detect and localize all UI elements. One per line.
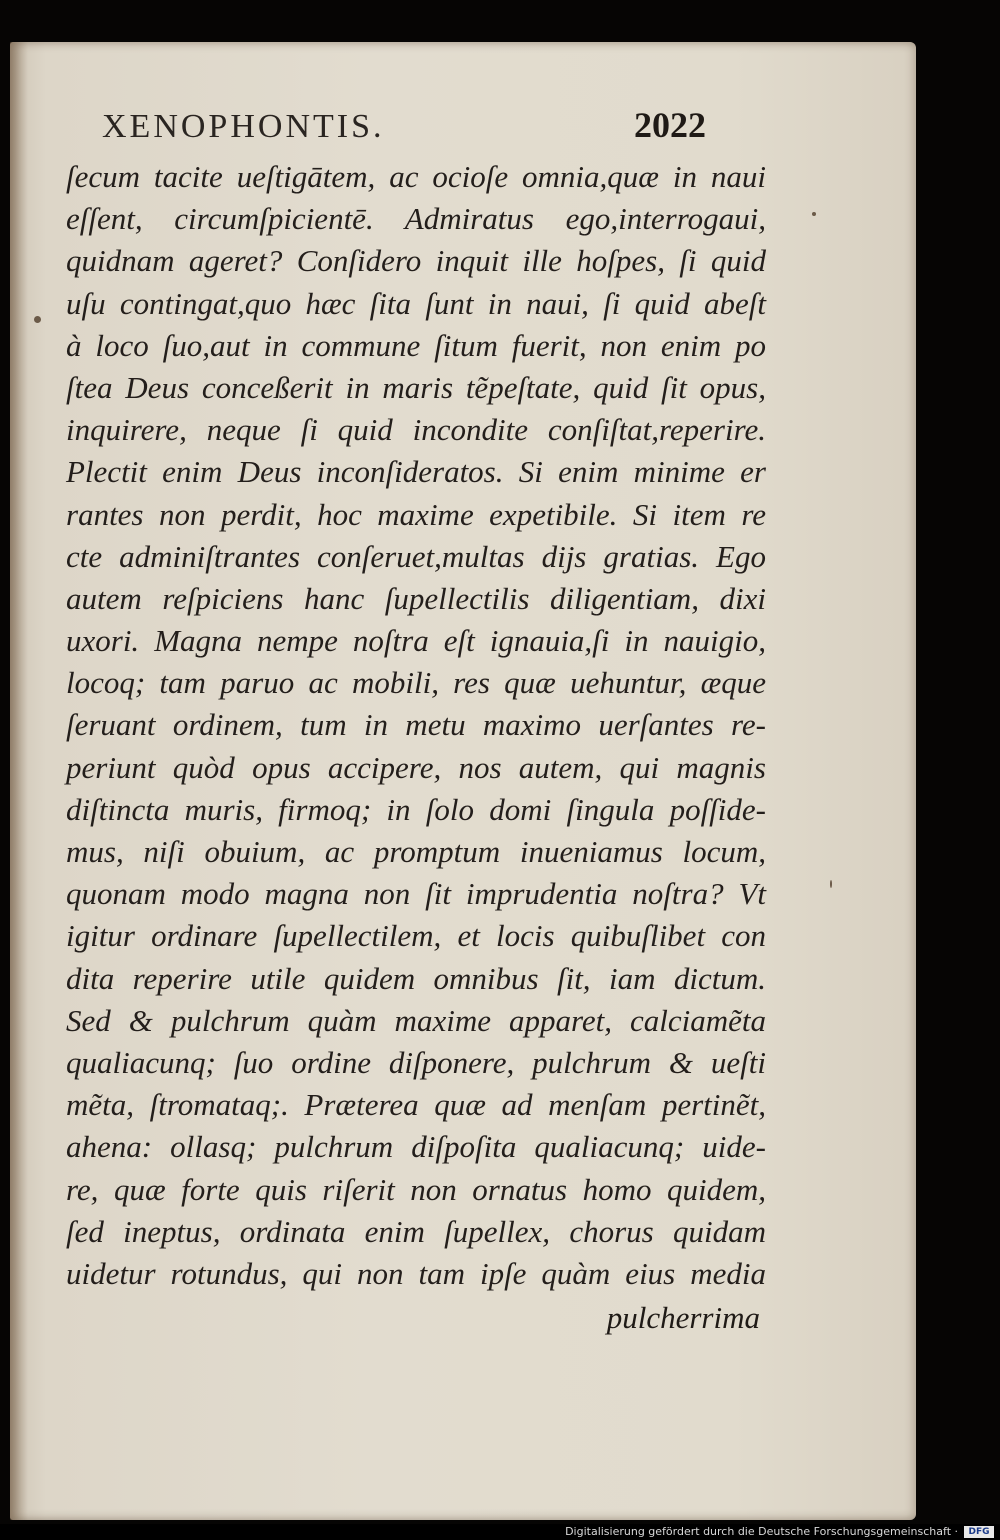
text-line: ſed ineptus, ordinata enim ſupellex, chorus quidam <box>66 1213 766 1249</box>
text-line: re, quæ forte quis riſerit non ornatus homo quidem, <box>66 1171 766 1207</box>
catchword-row <box>0 1300 760 1344</box>
text-line: qualiacunq; ſuo ordine diſponere, pulchrum & ueſti <box>66 1044 766 1080</box>
dfg-logo-icon: DFG <box>964 1526 994 1538</box>
running-head <box>0 105 1000 152</box>
text-line: eſſent, circumſpicientē. Admiratus ego,interrogaui, <box>66 201 766 237</box>
text-line: uidetur rotundus, qui non tam ipſe quàm eius media <box>66 1255 766 1291</box>
text-line: quonam modo magna non ſit imprudentia noſtra? Vt <box>66 876 766 912</box>
text-line: ſecum tacite ueſtigātem, ac ocioſe omnia,quæ in naui <box>66 159 766 194</box>
page-number: 2022 <box>634 105 706 145</box>
paper-speck <box>812 212 816 216</box>
text-line: dita reperire utile quidem omnibus ſit, iam dictum. <box>66 960 766 996</box>
body-text <box>66 156 766 1295</box>
text-line: mẽta, ſtromataq;. Præterea quæ ad menſam pertinẽt, <box>66 1087 766 1123</box>
funding-credit: Digitalisierung gefördert durch die Deutsche Forschungsgemeinschaft · <box>565 1525 958 1538</box>
paper-speck <box>34 316 41 323</box>
text-line: à loco ſuo,aut in commune ſitum fuerit, non enim po <box>66 327 766 363</box>
text-line: ſeruant ordinem, tum in metu maximo uerſantes re- <box>66 707 766 743</box>
text-line: ahena: ollasq; pulchrum diſpoſita qualiacunq; uide- <box>66 1129 766 1165</box>
text-line: locoq; tam paruo ac mobili, res quæ uehuntur, æque <box>66 665 766 701</box>
text-line: quidnam ageret? Conſidero inquit ille hoſpes, ſi quid <box>66 243 766 279</box>
text-line: autem reſpiciens hanc ſupellectilis diligentiam, dixi <box>66 580 766 616</box>
text-line: igitur ordinare ſupellectilem, et locis quibuſlibet con <box>66 918 766 954</box>
text-line: periunt quòd opus accipere, nos autem, qui magnis <box>66 749 766 785</box>
running-title: XENOPHONTIS. <box>102 108 385 145</box>
page-gutter-shadow <box>10 42 28 1520</box>
text-line: uſu contingat,quo hæc ſita ſunt in naui, ſi quid abeſt <box>66 285 766 321</box>
text-line: mus, niſi obuium, ac promptum inueniamus locum, <box>66 834 766 869</box>
text-line: ſtea Deus conceßerit in maris tẽpeſtate, quid ſit opus, <box>66 369 766 405</box>
text-line: inquirere, neque ſi quid incondite conſiſtat,reperire. <box>66 412 766 448</box>
text-line: uxori. Magna nempe noſtra eſt ignauia,ſi in nauigio, <box>66 623 766 659</box>
catchword: pulcherrima <box>606 1300 760 1335</box>
text-line: cte adminiſtrantes conſeruet,multas dijs gratias. Ego <box>66 538 766 574</box>
text-line: Sed & pulchrum quàm maxime apparet, calciamẽta <box>66 1002 766 1038</box>
text-line: rantes non perdit, hoc maxime expetibile. Si item re <box>66 496 766 532</box>
paper-speck <box>830 880 832 888</box>
text-line: Plectit enim Deus inconſideratos. Si enim minime er <box>66 454 766 490</box>
text-line: diſtincta muris, firmoq; in ſolo domi ſingula poſſide- <box>66 791 766 827</box>
